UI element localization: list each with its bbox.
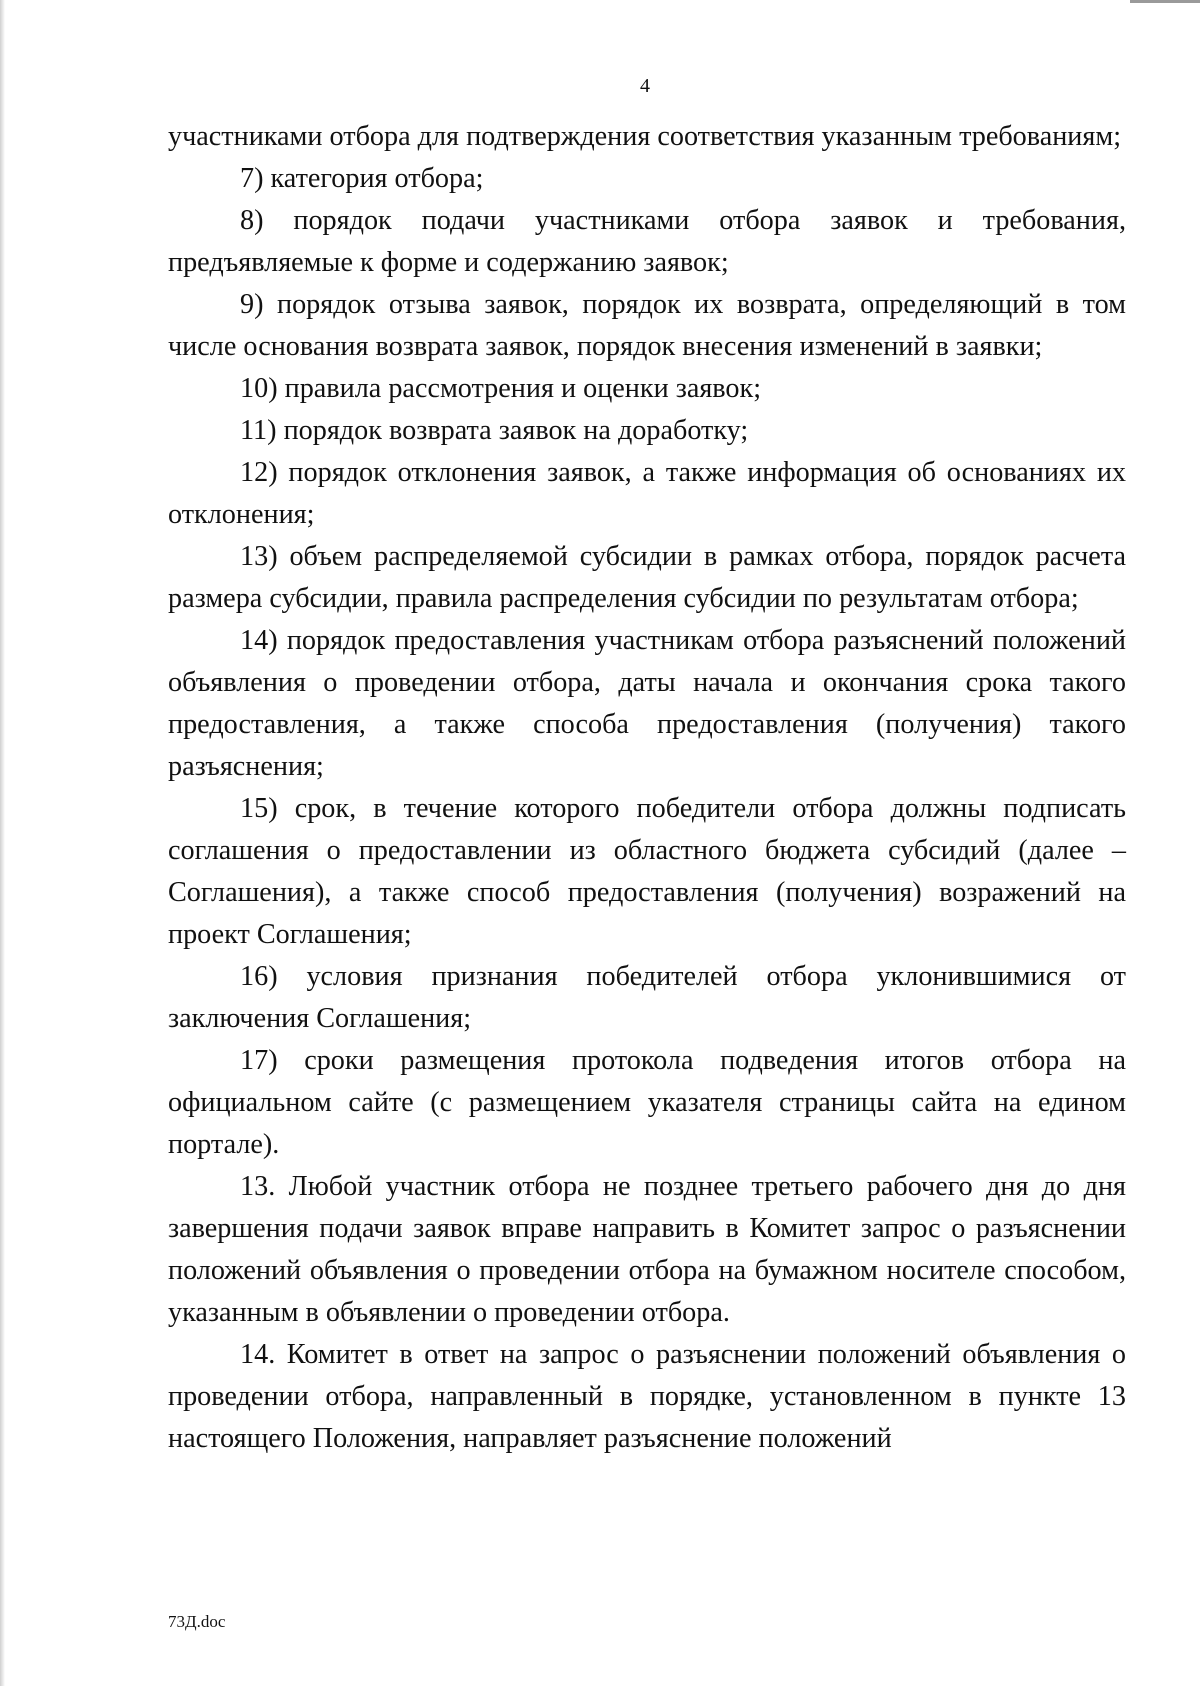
page-number: 4 [640,75,650,97]
document-body [168,116,1126,1460]
list-item: 17) сроки размещения протокола подведения итогов отбора на официальном сайте (с размещением указателя страницы сайта на едином портале). [168,1045,1126,1160]
paragraph: участниками отбора для подтверждения соответствия указанным требованиям; [168,121,1122,152]
list-item: 8) порядок подачи участниками отбора заявок и требования, предъявляемые к форме и содержанию заявок; [168,205,1126,278]
list-item: 14) порядок предоставления участникам отбора разъяснений положений объявления о проведении отбора, даты начала и окончания срока такого предоставления, а также способа предоставления (получения) такого разъяснения; [168,625,1126,782]
list-item: 16) условия признания победителей отбора уклонившимися от заключения Соглашения; [168,961,1126,1034]
scan-edge-left [0,0,5,1686]
list-item: 10) правила рассмотрения и оценки заявок; [240,373,762,404]
list-item: 15) срок, в течение которого победители отбора должны подписать соглашения о предоставлении из областного бюджета субсидий (далее – Соглашения), а также способ предоставления (получения) возражений на проект Соглашения; [168,793,1126,950]
list-item: 7) категория отбора; [240,163,484,194]
list-item: 12) порядок отклонения заявок, а также информация об основаниях их отклонения; [168,457,1126,530]
list-item: 9) порядок отзыва заявок, порядок их возврата, определяющий в том числе основания возврата заявок, порядок внесения изменений в заявки; [168,289,1126,362]
paragraph: 13. Любой участник отбора не позднее третьего рабочего дня до дня завершения подачи заявок вправе направить в Комитет запрос о разъяснении положений объявления о проведении отбора на бумажном носителе способом, указанным в объявлении о проведении отбора. [168,1171,1126,1328]
list-item: 13) объем распределяемой субсидии в рамках отбора, порядок расчета размера субсидии, правила распределения субсидии по результатам отбора; [168,541,1126,614]
list-item: 11) порядок возврата заявок на доработку; [240,415,749,446]
scan-edge-top [1130,0,1200,3]
paragraph: 14. Комитет в ответ на запрос о разъяснении положений объявления о проведении отбора, направленный в порядке, установленном в пункте 13 настоящего Положения, направляет разъяснение положений [168,1339,1126,1454]
footer-filename: 73Д.doc [168,1612,226,1631]
